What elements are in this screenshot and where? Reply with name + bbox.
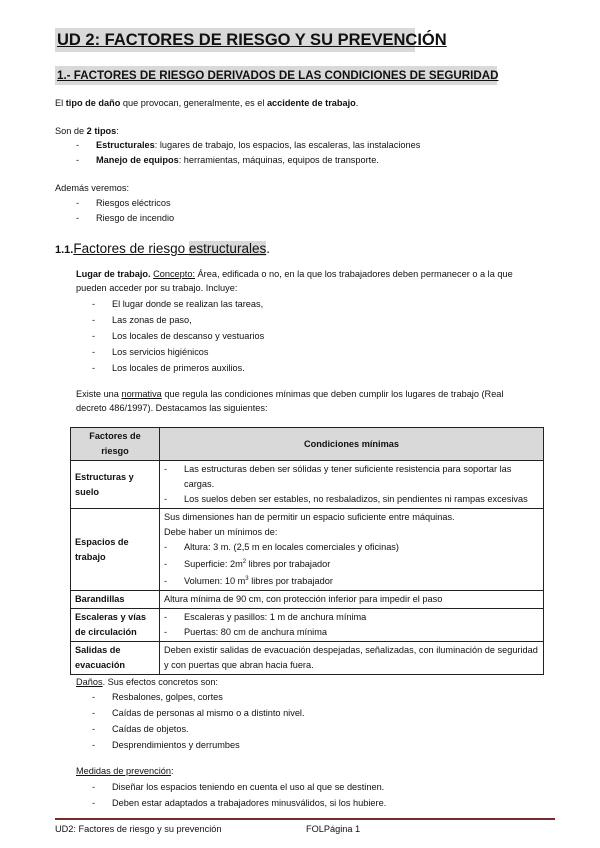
list-item: - Riesgos eléctricos — [76, 198, 171, 208]
list-item: - Diseñar los espacios teniendo en cuenta el uso al que se destinen. — [92, 782, 385, 792]
table-row — [71, 461, 544, 509]
danos-heading: Daños. Sus efectos concretos son: — [76, 677, 218, 687]
list-item: - El lugar donde se realizan las tareas, — [92, 299, 264, 309]
list-item: - Caídas de objetos. — [92, 724, 189, 734]
conditions-table — [70, 427, 544, 675]
table-cell: Salidas de evacuación — [71, 642, 160, 675]
norma-line2: decreto 486/1997). Destacamos las siguientes: — [76, 403, 268, 413]
footer-divider — [55, 818, 555, 820]
table-header: Condiciones mínimas — [160, 428, 544, 461]
list-item: - Caídas de personas al mismo o a distinto nivel. — [92, 708, 305, 718]
norma-line1: Existe una normativa que regula las condiciones mínimas que deben cumplir los lugares de trabajo (Real — [76, 389, 504, 399]
table-row — [71, 609, 544, 642]
table-header: Factores de riesgo — [71, 428, 160, 461]
list-item: - Resbalones, golpes, cortes — [92, 692, 223, 702]
table-row — [71, 642, 544, 675]
list-item: - Desprendimientos y derrumbes — [92, 740, 240, 750]
medidas-heading: Medidas de prevención: — [76, 766, 174, 776]
list-item: - Manejo de equipos: herramientas, máquinas, equipos de transporte. — [76, 155, 379, 165]
footer-page-number: FOLPágina 1 — [306, 824, 361, 834]
table-cell: Escaleras y vías de circulación — [71, 609, 160, 642]
list-item: - Los locales de primeros auxilios. — [92, 363, 245, 373]
table-header-row — [71, 428, 544, 461]
table-cell: Deben existir salidas de evacuación despejadas, señalizadas, con iluminación de seguridad y con puertas que abran hacia fuera. — [160, 642, 544, 675]
page-title: UD 2: FACTORES DE RIESGO Y SU PREVENCIÓN — [55, 28, 415, 52]
table-cell: Espacios de trabajo — [71, 509, 160, 591]
lugar-line1: Lugar de trabajo. Concepto: Área, edificada o no, en la que los trabajadores deben permanecer o a la que — [76, 269, 513, 279]
table-cell: Sus dimensiones han de permitir un espacio suficiente entre máquinas. Debe haber un mínimos de: - Altura: 3 m. (2,5 m en locales comerciales y oficinas) - Superficie: $2m^2$ libres por trabajador - Volumen: 10 $m^3$ libres por trabajador — [160, 509, 544, 591]
list-item: - Deben estar adaptados a trabajadores minusválidos, si los hubiere. — [92, 798, 387, 808]
section-heading: 1.- FACTORES DE RIESGO DERIVADOS DE LAS CONDICIONES DE SEGURIDAD — [55, 66, 497, 85]
table-row — [71, 591, 544, 609]
table-row — [71, 509, 544, 591]
lugar-line2: pueden acceder por su trabajo. Incluye: — [76, 283, 238, 293]
table-cell: Barandillas — [71, 591, 160, 609]
list-item: - Los locales de descanso y vestuarios — [92, 331, 265, 341]
table-cell: - Las estructuras deben ser sólidas y tener suficiente resistencia para soportar las cargas. - Los suelos deben ser estables, no resbaladizos, sin pendientes ni rampas excesivas — [160, 461, 544, 509]
intro-paragraph: El tipo de daño que provocan, generalmente, es el accidente de trabajo. — [55, 98, 359, 108]
list-item: - Los servicios higiénicos — [92, 347, 209, 357]
table-cell: - Escaleras y pasillos: 1 m de anchura mínima - Puertas: 80 cm de anchura mínima — [160, 609, 544, 642]
types-intro: Son de 2 tipos: — [55, 126, 119, 136]
footer-title: UD2: Factores de riesgo y su prevención — [55, 824, 222, 834]
list-item: - Las zonas de paso, — [92, 315, 192, 325]
also-intro: Además veremos: — [55, 183, 130, 193]
list-item: - Riesgo de incendio — [76, 213, 175, 223]
subsection-heading: 1.1.Factores de riesgo estructurales. — [55, 241, 270, 256]
table-cell: Estructuras y suelo — [71, 461, 160, 509]
list-item: - Estructurales: lugares de trabajo, los espacios, las escaleras, las instalaciones — [76, 140, 421, 150]
table-cell: Altura mínima de 90 cm, con protección inferior para impedir el paso — [160, 591, 544, 609]
